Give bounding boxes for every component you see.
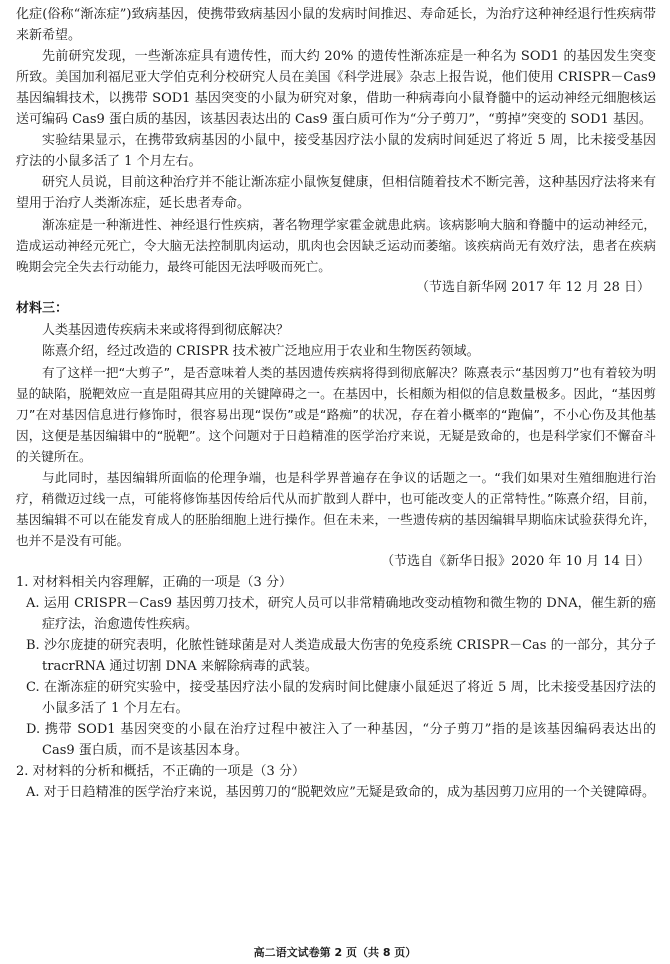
- material3-heading: 材料三：: [16, 301, 69, 316]
- material3-source: （节选自《新华日报》2020 年 10 月 14 日）: [381, 554, 650, 569]
- page-footer: 高二语文试卷第 2 页（共 8 页）: [253, 946, 417, 959]
- material2-intro-paragraph: 化症(俗称“渐冻症”)致病基因，使携带致病基因小鼠的发病时间推迟、寿命延长，为治疗这种神经退行性疾病带来新希望。: [16, 7, 656, 43]
- material3-paragraph-2: 陈熹介绍，经过改造的 CRISPR 技术被广泛地应用于农业和生物医药领域。: [42, 344, 480, 359]
- material3-paragraph-4: 与此同时，基因编辑所面临的伦理争端，也是科学界普遍存在争议的话题之一。“我们如果对生殖细胞进行治疗，稍微迈过线一点，可能将修饰基因传给后代从而扩散到人群中，也可能改变人的正常特性。”陈熹介绍，目前，基因编辑不可以在能发育成人的胚胎细胞上进行操作。但在未来，一些遗传病的基因编辑早期临床试验获得允许，也并不是没有可能。: [16, 470, 656, 548]
- question-1-option-a: A. 运用 CRISPR－Cas9 基因剪刀技术，研究人员可以非常精确地改变动植物和微生物的 DNA，催生新的癌症疗法，治愈遗传性疾病。: [26, 596, 656, 632]
- material3-paragraph-3: 有了这样一把“大剪子”，是否意味着人类的基因遗传疾病将得到彻底解决？陈熹表示“基因剪刀”也有着较为明显的缺陷，脱靶效应一直是阻碍其应用的关键障碍之一。在基因中，长相颇为相似的信息数量极多。因此，“基因剪刀”在对基因信息进行修饰时，很容易出现“误伤”或是“路痴”的状况，存在着小概率的“跑偏”，不小心伤及其他基因，这便是基因编辑中的“脱靶”。这个问题对于日趋精准的医学治疗来说，无疑是致命的，也是科学家们不懈奋斗的关键所在。: [16, 365, 656, 464]
- material2-paragraph-4: 渐冻症是一种渐进性、神经退行性疾病，著名物理学家霍金就患此病。该病影响大脑和脊髓中的运动神经元，造成运动神经元死亡，令大脑无法控制肌肉运动，肌肉也会因缺乏运动而萎缩。该疾病尚无有效疗法，患者在疾病晚期会完全失去行动能力，最终可能因无法呼吸而死亡。: [16, 217, 656, 274]
- question-1-option-c: C. 在渐冻症的研究实验中，接受基因疗法小鼠的发病时间比健康小鼠延迟了将近 5 周，比未接受基因疗法的小鼠多活了 1 个月左右。: [26, 680, 656, 716]
- material2-paragraph-1: 先前研究发现，一些渐冻症具有遗传性，而大约 20% 的遗传性渐冻症是一种名为 SOD1 的基因发生突变所致。美国加利福尼亚大学伯克利分校研究人员在美国《科学进展》杂志上报告说，他们使用 CRISPR－Cas9 基因编辑技术，以携带 SOD1 基因突变的小鼠为研究对象，借助一种病毒向小鼠脊髓中的运动神经元细胞核运送可编码 Cas9 蛋白质的基因，该基因表达出的 Cas9 蛋白质可作为“分子剪刀”，“剪掉”突变的 SOD1 基因。: [16, 49, 656, 127]
- material2-source: （节选自新华网 2017 年 12 月 28 日）: [416, 280, 650, 295]
- question-1-option-b: B. 沙尔庞捷的研究表明，化脓性链球菌是对人类造成最大伤害的免疫系统 CRISPR－Cas 的一部分，其分子 tracrRNA 通过切割 DNA 来解除病毒的武装。: [26, 638, 656, 674]
- question-1-stem: 1. 对材料相关内容理解，正确的一项是（3 分）: [16, 575, 292, 590]
- question-2-option-a: A. 对于日趋精准的医学治疗来说，基因剪刀的“脱靶效应”无疑是致命的，成为基因剪刀应用的一个关键障碍。: [26, 785, 655, 800]
- material3-paragraph-1: 人类基因遗传疾病未来或将得到彻底解决？: [42, 323, 290, 338]
- material2-paragraph-3: 研究人员说，目前这种治疗并不能让渐冻症小鼠恢复健康，但相信随着技术不断完善，这种基因疗法将来有望用于治疗人类渐冻症，延长患者寿命。: [16, 175, 656, 211]
- material2-paragraph-2: 实验结果显示，在携带致病基因的小鼠中，接受基因疗法小鼠的发病时间延迟了将近 5 周，比未接受基因疗法的小鼠多活了 1 个月左右。: [16, 133, 656, 169]
- question-1-option-d: D. 携带 SOD1 基因突变的小鼠在治疗过程中被注入了一种基因，“分子剪刀”指的是该基因编码表达出的 Cas9 蛋白质，而不是该基因本身。: [26, 722, 656, 758]
- question-2-stem: 2. 对材料的分析和概括，不正确的一项是（3 分）: [16, 764, 305, 779]
